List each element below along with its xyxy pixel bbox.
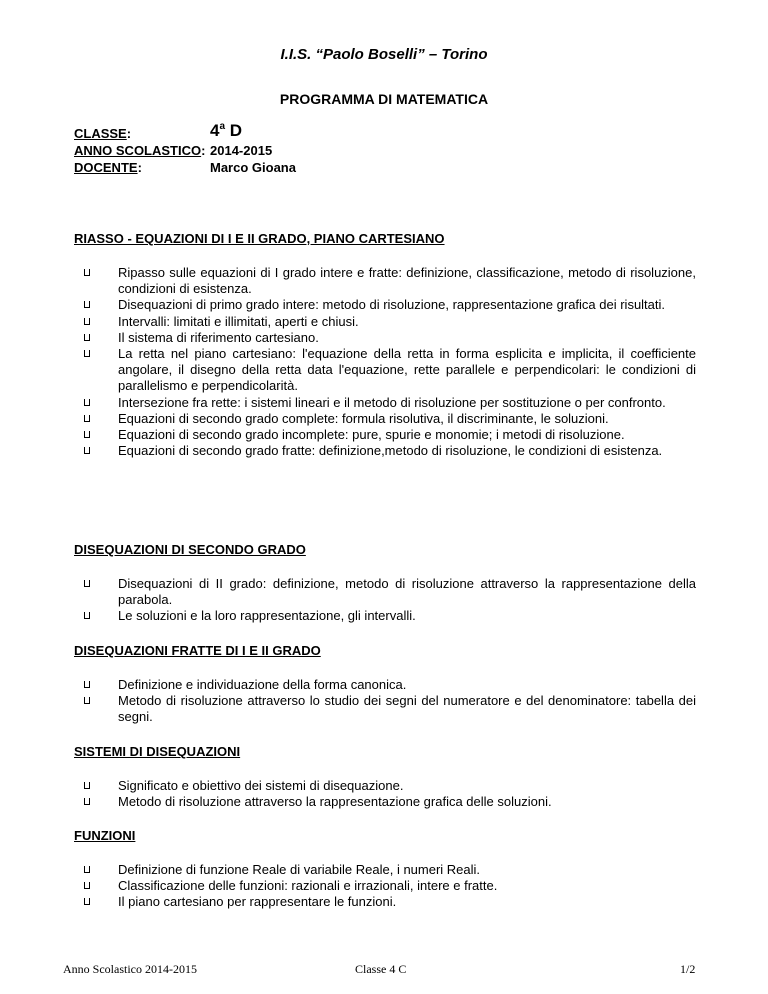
bullet-icon bbox=[84, 612, 90, 619]
list-item: Intervalli: limitati e illimitati, aperti e chiusi. bbox=[74, 314, 696, 330]
bullet-icon bbox=[84, 334, 90, 341]
bullet-icon bbox=[84, 882, 90, 889]
class-label: CLASSE bbox=[74, 126, 127, 141]
list-item: Equazioni di secondo grado complete: formula risolutiva, il discriminante, le soluzioni. bbox=[74, 411, 696, 427]
item-list bbox=[74, 778, 696, 810]
item-list bbox=[74, 576, 696, 625]
list-item: Disequazioni di primo grado intere: metodo di risoluzione, rappresentazione grafica dei risultati. bbox=[74, 297, 696, 313]
section-sistemi-disequazioni bbox=[74, 744, 696, 810]
bullet-icon bbox=[84, 269, 90, 276]
list-item: Equazioni di secondo grado incomplete: pure, spurie e monomie; i metodi di risoluzione. bbox=[74, 427, 696, 443]
footer-class: Classe 4 C bbox=[355, 962, 407, 976]
document-title: PROGRAMMA DI MATEMATICA bbox=[279, 91, 489, 107]
item-list bbox=[74, 265, 696, 459]
section-disequazioni-fratte bbox=[74, 643, 696, 726]
teacher-value: Marco Gioana bbox=[210, 160, 296, 175]
section-title: DISEQUAZIONI DI SECONDO GRADO bbox=[74, 542, 306, 557]
bullet-icon bbox=[84, 399, 90, 406]
bullet-icon bbox=[84, 431, 90, 438]
section-title: FUNZIONI bbox=[74, 828, 136, 843]
bullet-icon bbox=[84, 447, 90, 454]
bullet-icon bbox=[84, 350, 90, 357]
document-page: I.I.S. “Paolo Boselli” – Torino PROGRAMMA DI MATEMATICA CLASSE: 4$^a$ D ANNO SCOLASTICO: 2014-2015 DOCENTE: Marco Gioana RIASSO - EQUAZIONI DI I E II GRADO, PIANO CARTESIANO Ripasso sulle equazioni di I grado intere e fratte: definizione, classificazione, metodo di risoluzione, condizioni di esistenza. Disequazioni di primo grado intere: metodo di risoluzione, rappresentazione grafica dei risultati. Intervalli: limitati e illimitati, aperti e chiusi. Il sistema di riferimento cartesiano. La retta nel piano cartesiano: l'equazione della retta in forma esplicita e implicita, il coefficiente angolare, il disegno della retta data l'equazione, rette parallele e perpendicolari: le condizioni di parallelismo e perpendicolarità. Intersezione fra rette: i sistemi lineari e il metodo di risoluzione per sostituzione o per confronto. Equazioni di secondo grado complete: formula risolutiva, il discriminante, le soluzioni. Equazioni di secondo grado incomplete: pure, spurie e monomie; i metodi di risoluzione. Equazioni di secondo grado fratte: definizione,metodo di risoluzione, le condizioni di esistenza. DISEQUAZIONI DI SECONDO GRADO Disequazioni di II grado: definizione, metodo di risoluzione attraverso la rappresentazione della parabola. Le soluzioni e la loro rappresentazione, gli intervalli. DISEQUAZIONI FRATTE DI I E II GRADO Definizione e individuazione della forma canonica. Metodo di risoluzione attraverso lo studio dei segni del numeratore e del denominatore: tabella dei segni. SISTEMI DI DISEQUAZIONI Significato e obiettivo dei sistemi di disequazione. Metodo di risoluzione attraverso la rappresentazione grafica delle soluzioni. FUNZIONI Definizione di funzione Reale di variabile Reale, i numeri Reali. Classificazione delle funzioni: razionali e irrazionali, intere e fratte. Il piano cartesiano per rappresentare le funzioni. Anno Scolastico 2014-2015 Classe 4 C 1/2 bbox=[0, 0, 768, 994]
list-item: Metodo di risoluzione attraverso la rappresentazione grafica delle soluzioni. bbox=[74, 794, 696, 810]
list-item: Significato e obiettivo dei sistemi di disequazione. bbox=[74, 778, 696, 794]
bullet-icon bbox=[84, 866, 90, 873]
list-item: Intersezione fra rette: i sistemi lineari e il metodo di risoluzione per sostituzione o per confronto. bbox=[74, 395, 696, 411]
bullet-icon bbox=[84, 415, 90, 422]
section-ripasso bbox=[74, 231, 696, 459]
bullet-icon bbox=[84, 697, 90, 704]
list-item: Equazioni di secondo grado fratte: definizione,metodo di risoluzione, le condizioni di esistenza. bbox=[74, 443, 696, 459]
section-disequazioni-secondo-grado bbox=[74, 542, 696, 625]
bullet-icon bbox=[84, 301, 90, 308]
bullet-icon bbox=[84, 580, 90, 587]
year-label: ANNO SCOLASTICO bbox=[74, 143, 202, 158]
item-list bbox=[74, 862, 696, 911]
year-value: 2014-2015 bbox=[210, 143, 273, 158]
school-name: I.I.S. “Paolo Boselli” – Torino bbox=[280, 46, 488, 63]
list-item: Definizione di funzione Reale di variabile Reale, i numeri Reali. bbox=[74, 862, 696, 878]
list-item: Le soluzioni e la loro rappresentazione, gli intervalli. bbox=[74, 608, 696, 624]
bullet-icon bbox=[84, 898, 90, 905]
section-title: SISTEMI DI DISEQUAZIONI bbox=[74, 744, 241, 759]
bullet-icon bbox=[84, 318, 90, 325]
list-item: Il piano cartesiano per rappresentare le funzioni. bbox=[74, 894, 696, 910]
class-value: 4$^a$ D bbox=[210, 121, 243, 140]
list-item: Classificazione delle funzioni: razionali e irrazionali, intere e fratte. bbox=[74, 878, 696, 894]
list-item: Definizione e individuazione della forma canonica. bbox=[74, 677, 696, 693]
bullet-icon bbox=[84, 681, 90, 688]
section-funzioni bbox=[74, 828, 696, 911]
bullet-icon bbox=[84, 782, 90, 789]
list-item: Disequazioni di II grado: definizione, metodo di risoluzione attraverso la rappresentazione della parabola. bbox=[74, 576, 696, 608]
section-title: DISEQUAZIONI FRATTE DI I E II GRADO bbox=[74, 643, 321, 658]
list-item: La retta nel piano cartesiano: l'equazione della retta in forma esplicita e implicita, il coefficiente angolare, il disegno della retta data l'equazione, rette parallele e perpendicolari: le condizioni di parallelismo e perpendicolarità. bbox=[74, 346, 696, 395]
list-item: Ripasso sulle equazioni di I grado intere e fratte: definizione, classificazione, metodo di risoluzione, condizioni di esistenza. bbox=[74, 265, 696, 297]
footer-page-number: 1/2 bbox=[680, 962, 696, 976]
bullet-icon bbox=[84, 798, 90, 805]
teacher-label: DOCENTE bbox=[74, 160, 138, 175]
item-list bbox=[74, 677, 696, 726]
list-item: Il sistema di riferimento cartesiano. bbox=[74, 330, 696, 346]
footer-year: Anno Scolastico 2014-2015 bbox=[63, 962, 197, 976]
list-item: Metodo di risoluzione attraverso lo studio dei segni del numeratore e del denominatore: tabella dei segni. bbox=[74, 693, 696, 725]
section-title: RIASSO - EQUAZIONI DI I E II GRADO, PIANO CARTESIANO bbox=[74, 231, 445, 246]
